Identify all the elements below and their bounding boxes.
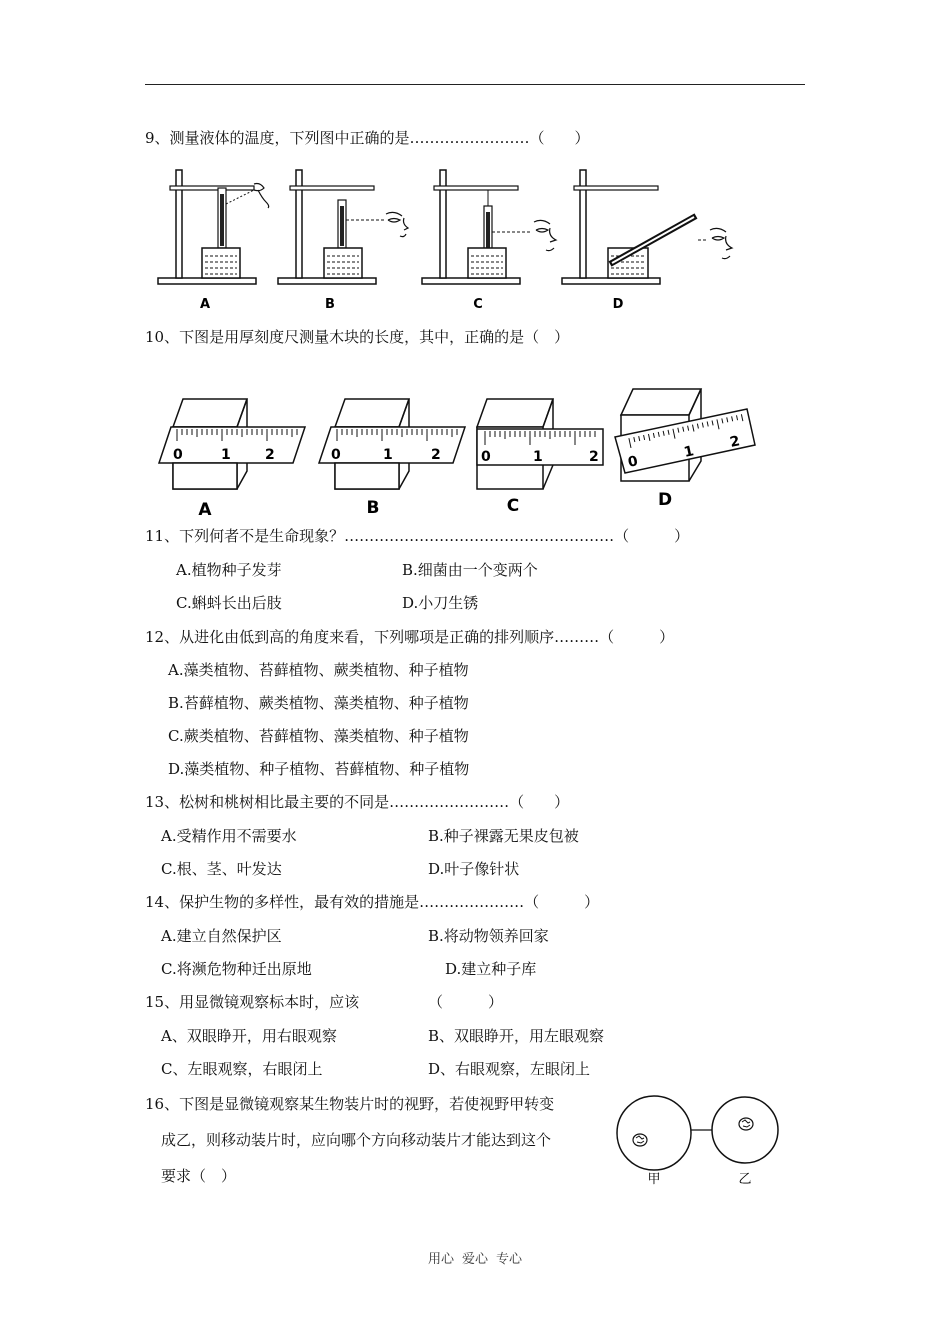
q10-c-tick-0: 0 <box>481 449 491 465</box>
q10-b-tick-1: 1 <box>383 447 393 463</box>
q9-setup-d <box>562 170 732 284</box>
header-rule <box>145 84 805 85</box>
q11-option-c: C.蝌蚪长出后肢 <box>176 594 282 612</box>
q15-option-c: C、左眼观察，右眼闭上 <box>161 1060 323 1078</box>
specimen-yi <box>739 1118 753 1130</box>
q16-microscope-fields <box>612 1088 812 1190</box>
q10-ruler-c <box>477 399 603 516</box>
q10-label-b: B <box>366 498 380 518</box>
q15-option-b: B、双眼睁开，用左眼观察 <box>428 1027 605 1045</box>
label-jia: 甲 <box>647 1172 661 1187</box>
footer-word-1: 用心 <box>427 1252 454 1267</box>
q9-label-d: D <box>612 297 624 312</box>
question-14: 14、保护生物的多样性，最有效的措施是…………………（ ） <box>145 893 600 911</box>
q12-option-c: C.蕨类植物、苔藓植物、藻类植物、种子植物 <box>168 727 469 745</box>
question-10: 10、下图是用厚刻度尺测量木块的长度，其中，正确的是（ ） <box>145 328 570 346</box>
specimen-jia <box>633 1134 647 1146</box>
q10-figure <box>155 385 775 520</box>
q11-option-a: A.植物种子发芽 <box>176 561 282 579</box>
q10-a-tick-1: 1 <box>221 447 231 463</box>
q14-option-d: D.建立种子库 <box>445 960 537 978</box>
q9-label-b: B <box>325 297 335 312</box>
q13-option-a: A.受精作用不需要水 <box>161 827 297 845</box>
field-jia <box>617 1096 691 1170</box>
question-9: 9、测量液体的温度，下列图中正确的是……………………（ ） <box>145 129 590 147</box>
q10-b-tick-0: 0 <box>331 447 341 463</box>
question-16-line-3: 要求（ ） <box>161 1167 237 1185</box>
q10-label-c: C <box>506 496 520 516</box>
q15-answer-paren: （ ） <box>428 993 504 1011</box>
page-footer <box>0 1248 950 1267</box>
q9-figure <box>150 160 740 312</box>
q9-setup-b <box>278 170 408 284</box>
q10-c-tick-1: 1 <box>533 449 543 465</box>
q10-label-a: A <box>198 500 212 520</box>
question-16-line-2: 成乙，则移动装片时，应向哪个方向移动装片才能达到这个 <box>161 1131 552 1149</box>
q9-label-c: C <box>473 297 483 312</box>
q10-a-tick-2: 2 <box>265 447 275 463</box>
q15-option-a: A、双眼睁开，用右眼观察 <box>161 1027 337 1045</box>
q14-option-a: A.建立自然保护区 <box>161 927 282 945</box>
q10-ruler-a <box>159 399 305 520</box>
question-12: 12、从进化由低到高的角度来看，下列哪项是正确的排列顺序………（ ） <box>145 628 675 646</box>
q12-option-b: B.苔藓植物、蕨类植物、藻类植物、种子植物 <box>168 694 469 712</box>
q9-label-a: A <box>199 297 211 312</box>
q10-label-d: D <box>657 490 673 510</box>
q10-d-tick-1: 1 <box>682 443 696 461</box>
footer-word-3: 专心 <box>496 1252 523 1267</box>
label-yi: 乙 <box>738 1172 752 1187</box>
q12-option-a: A.藻类植物、苔藓植物、蕨类植物、种子植物 <box>168 661 469 679</box>
q10-c-tick-2: 2 <box>589 449 599 465</box>
q13-option-d: D.叶子像针状 <box>428 860 520 878</box>
q9-setup-c <box>422 170 556 284</box>
q13-option-b: B.种子裸露无果皮包被 <box>428 827 579 845</box>
q10-d-tick-0: 0 <box>626 453 640 471</box>
q15-option-d: D、右眼观察，左眼闭上 <box>428 1060 591 1078</box>
q10-b-tick-2: 2 <box>431 447 441 463</box>
question-15: 15、用显微镜观察标本时，应该 <box>145 993 360 1011</box>
q10-a-tick-0: 0 <box>173 447 183 463</box>
q10-ruler-b <box>319 399 465 518</box>
q9-setup-a <box>158 170 269 284</box>
q10-ruler-d <box>615 389 755 510</box>
q14-option-b: B.将动物领养回家 <box>428 927 549 945</box>
q11-option-d: D.小刀生锈 <box>402 594 479 612</box>
footer-word-2: 爱心 <box>461 1252 488 1267</box>
question-13: 13、松树和桃树相比最主要的不同是……………………（ ） <box>145 793 570 811</box>
q10-d-tick-2: 2 <box>728 433 742 451</box>
q13-option-c: C.根、茎、叶发达 <box>161 860 282 878</box>
q14-option-c: C.将濒危物种迁出原地 <box>161 960 312 978</box>
q12-option-d: D.藻类植物、种子植物、苔藓植物、种子植物 <box>168 760 470 778</box>
q11-option-b: B.细菌由一个变两个 <box>402 561 538 579</box>
question-11: 11、下列何者不是生命现象？………………………………………………（ ） <box>145 527 690 545</box>
question-16-line-1: 16、下图是显微镜观察某生物装片时的视野，若使视野甲转变 <box>145 1095 555 1113</box>
